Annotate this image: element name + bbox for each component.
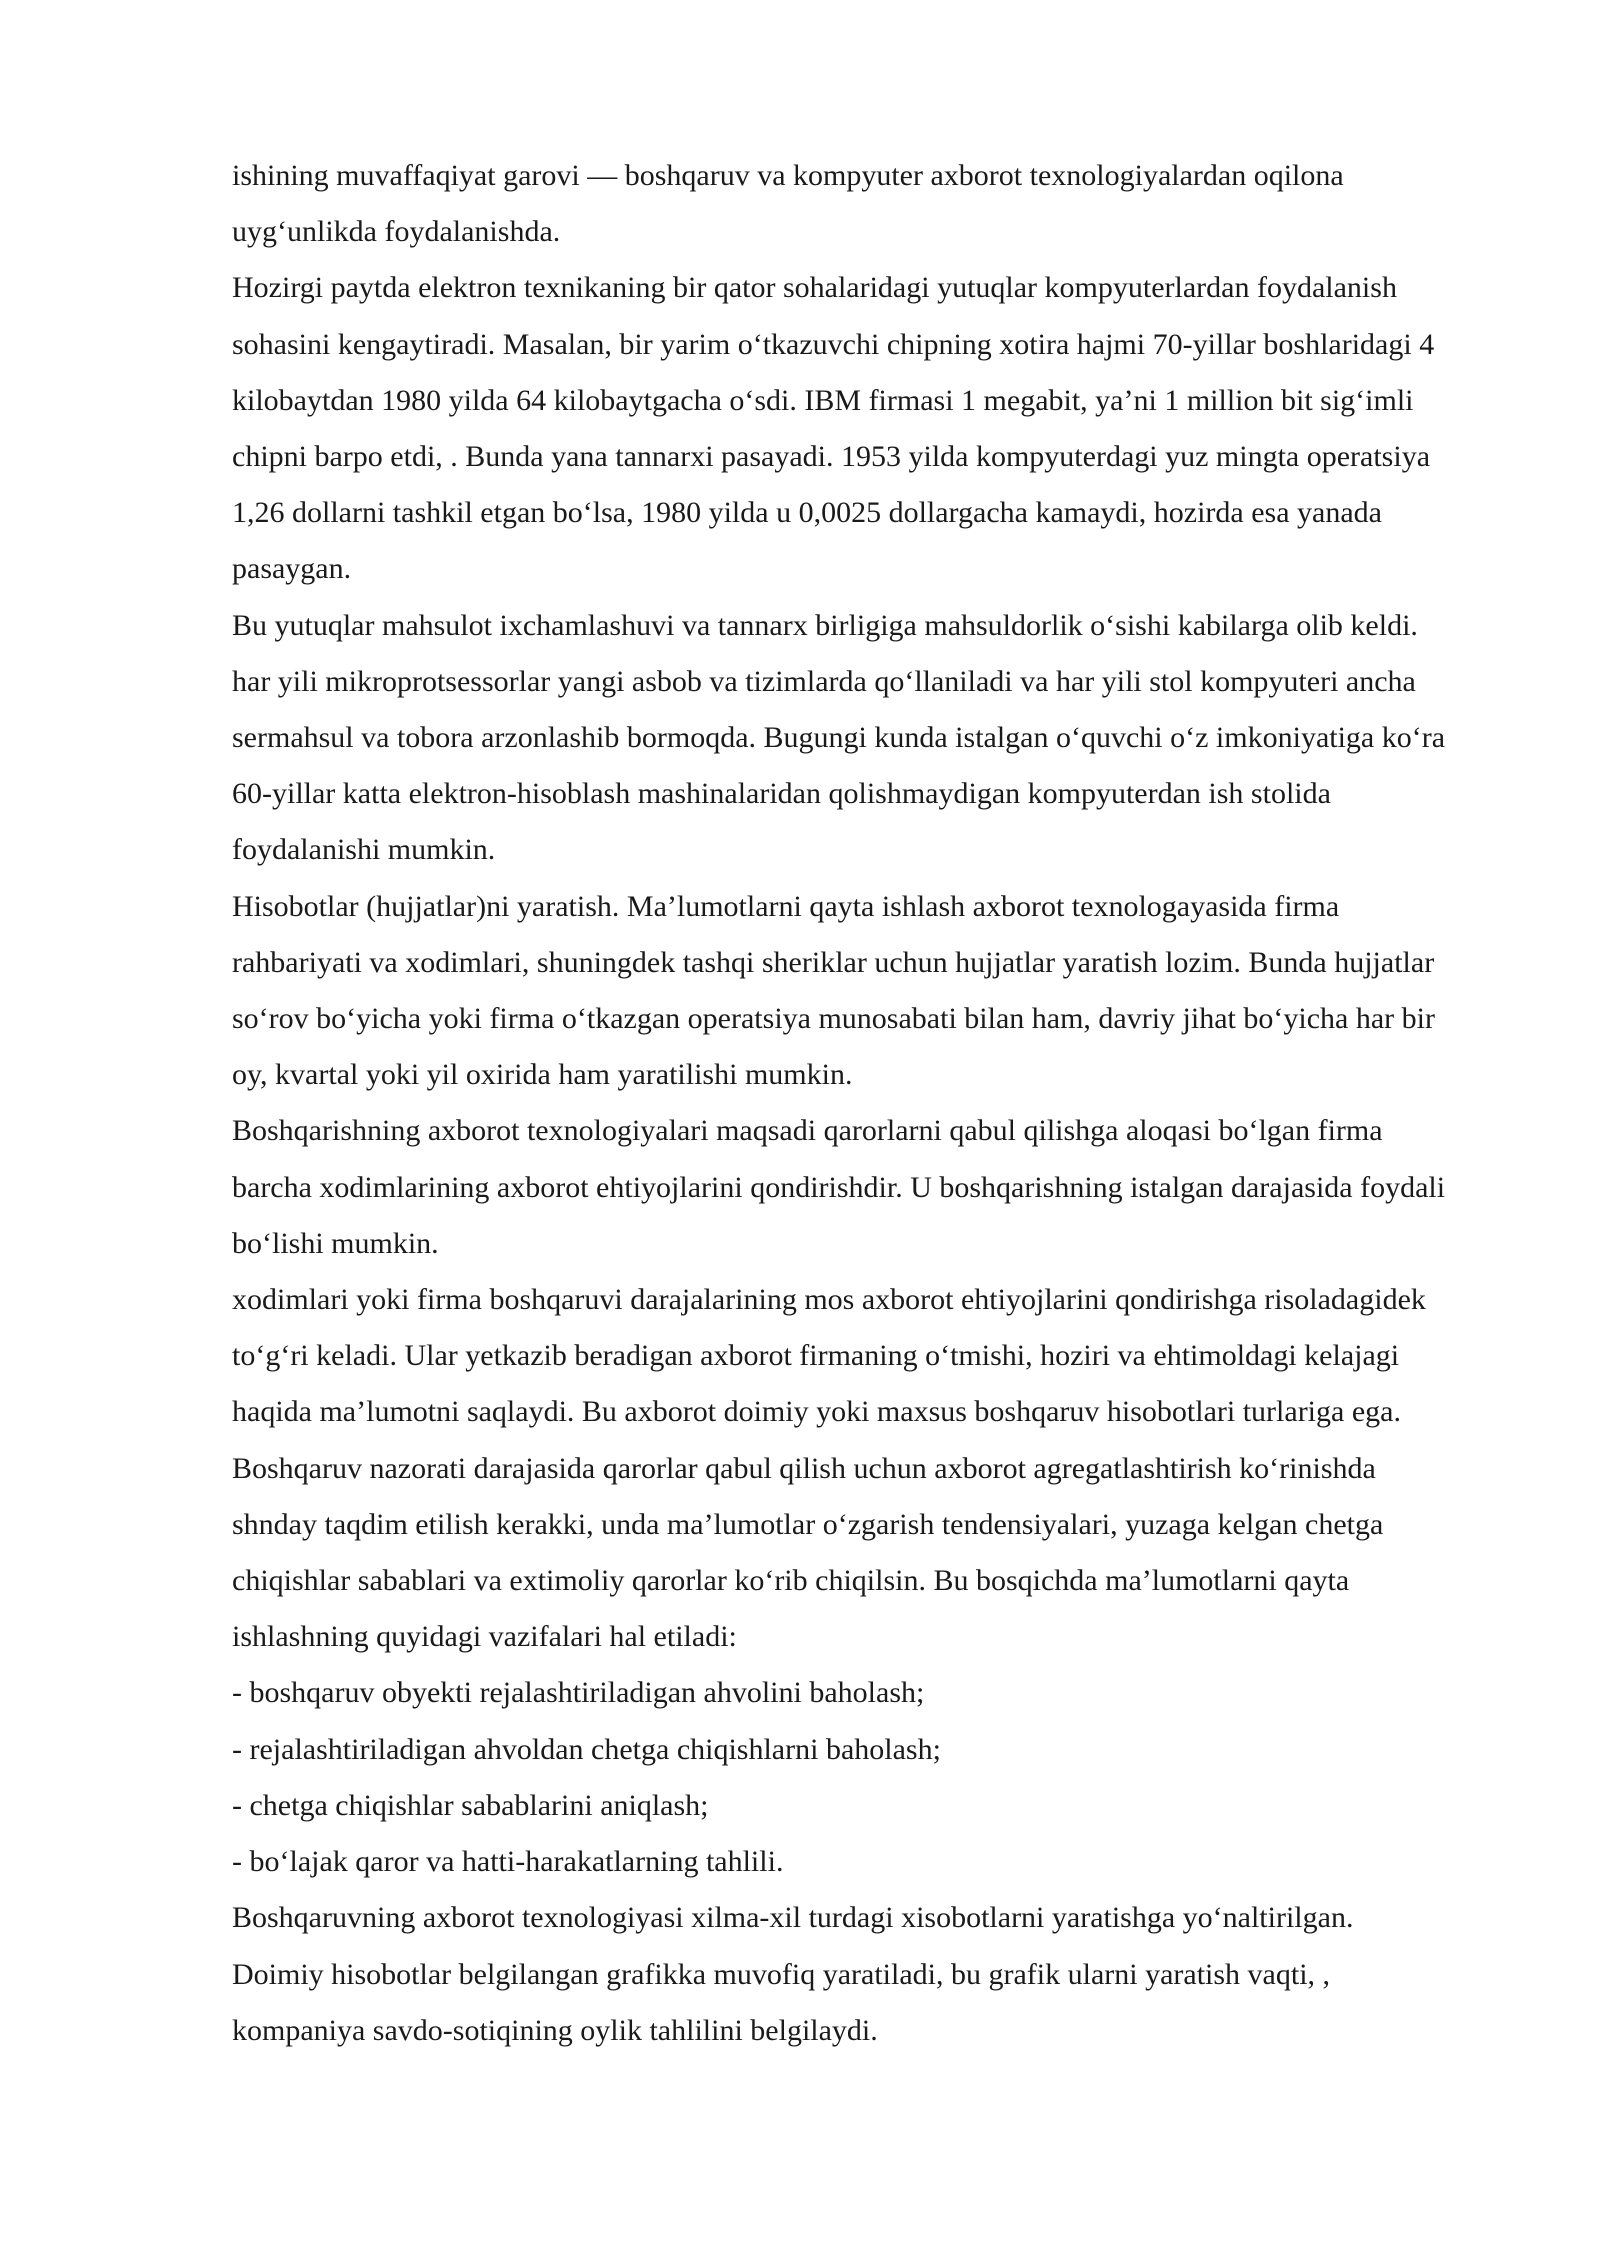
paragraph: Bu yutuqlar mahsulot ixchamlashuvi va tannarx birligiga mahsuldorlik o‘sishi kabilarga olib keldi. har yili mikroprotsessorlar yangi asbob va tizimlarda qo‘llaniladi va har yili stol kompyuteri ancha sermahsul va tobora arzonlashib bormoqda. Bugungi kunda istalgan o‘quvchi o‘z imkoniyatiga ko‘ra 60-yillar katta elektron-hisoblash mashinalaridan qolishmaydigan kompyuterdan ish stolida foydalanishi mumkin. — [232, 608, 1446, 867]
paragraph: Boshqarishning axborot texnologiyalari maqsadi qarorlarni qabul qilishga aloqasi bo‘lgan firma barcha xodimlarining axborot ehtiyojlarini qondirishdir. U boshqarishning istalgan darajasida foydali bo‘lishi mumkin. — [232, 1114, 1446, 1260]
list-item: - chetga chiqishlar sabablarini aniqlash; — [232, 1788, 709, 1822]
paragraph: xodimlari yoki firma boshqaruvi darajalarining mos axborot ehtiyojlarini qondirishga risoladagidek to‘g‘ri keladi. Ular yetkazib beradigan axborot firmaning o‘tmishi, hoziri va ehtimoldagi kelajagi haqida ma’lumotni saqlaydi. Bu axborot doimiy yoki maxsus boshqaruv hisobotlari turlariga ega. — [232, 1283, 1426, 1429]
paragraph: Boshqaruvning axborot texnologiyasi xilma-xil turdagi xisobotlarni yaratishga yo‘naltirilgan. Doimiy hisobotlar belgilangan grafikka muvofiq yaratiladi, bu grafik ularni yaratish vaqti, , kompaniya savdo-sotiqining oylik tahlilini belgilaydi. — [232, 1901, 1354, 2047]
document-body — [232, 148, 1452, 2059]
paragraph: Hozirgi paytda elektron texnikaning bir qator sohalaridagi yutuqlar kompyuterlardan foydalanish sohasini kengaytiradi. Masalan, bir yarim o‘tkazuvchi chipning xotira hajmi 70-yillar boshlaridagi 4 kilobaytdan 1980 yilda 64 kilobaytgacha o‘sdi. IBM firmasi 1 megabit, ya’ni 1 million bit sig‘imli chipni barpo etdi, . Bunda yana tannarxi pasayadi. 1953 yilda kompyuterdagi yuz mingta operatsiya 1,26 dollarni tashkil etgan bo‘lsa, 1980 yilda u 0,0025 dollargacha kamaydi, hozirda esa yanada pasaygan. — [232, 271, 1435, 586]
list-item: - bo‘lajak qaror va hatti-harakatlarning tahlili. — [232, 1845, 784, 1879]
list-item: - rejalashtiriladigan ahvoldan chetga chiqishlarni baholash; — [232, 1732, 941, 1766]
paragraph: ishining muvaffaqiyat garovi — boshqaruv va kompyuter axborot texnologiyalardan oqilona uyg‘unlikda foydalanishda. — [232, 159, 1344, 249]
paragraph: Boshqaruv nazorati darajasida qarorlar qabul qilish uchun axborot agregatlashtirish ko‘rinishda shnday taqdim etilish kerakki, unda ma’lumotlar o‘zgarish tendensiyalari, yuzaga kelgan chetga chiqishlar sabablari va extimoliy qarorlar ko‘rib chiqilsin. Bu bosqichda ma’lumotlarni qayta ishlashning quyidagi vazifalari hal etiladi: — [232, 1451, 1384, 1654]
paragraph: Hisobotlar (hujjatlar)ni yaratish. Ma’lumotlarni qayta ishlash axborot texnologayasida firma rahbariyati va xodimlari, shuningdek tashqi sheriklar uchun hujjatlar yaratish lozim. Bunda hujjatlar so‘rov bo‘yicha yoki firma o‘tkazgan operatsiya munosabati bilan ham, davriy jihat bo‘yicha har bir oy, kvartal yoki yil oxirida ham yaratilishi mumkin. — [232, 889, 1435, 1092]
list-item: - boshqaruv obyekti rejalashtiriladigan ahvolini baholash; — [232, 1676, 925, 1710]
